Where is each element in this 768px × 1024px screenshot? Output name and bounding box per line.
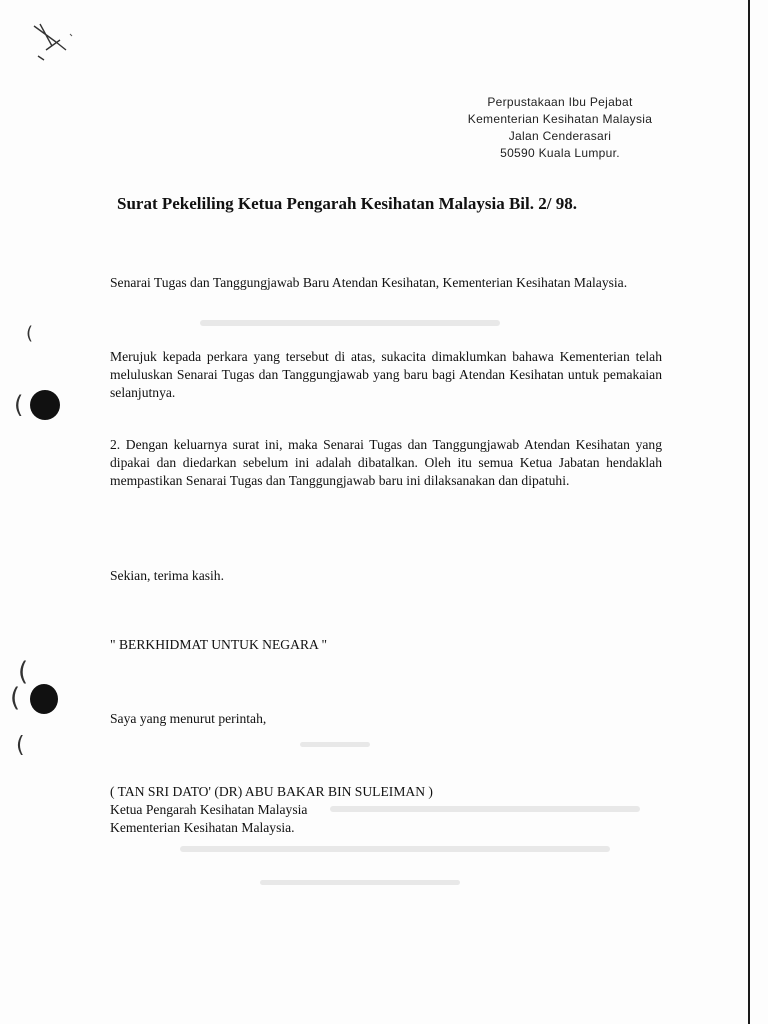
body-paragraph-2: 2. Dengan keluarnya surat ini, maka Senarai Tugas dan Tanggungjawab Atendan Kesihatan yang dipakai dan diedarkan sebelum ini adalah dibatalkan. Oleh itu semua Ketua Jabatan hendaklah mempastikan Senarai Tugas dan Tanggungjawab baru ini dilaksanakan dan dipatuhi. <box>110 437 662 488</box>
subject-paragraph: Senarai Tugas dan Tanggungjawab Baru Atendan Kesihatan, Kementerian Kesihatan Malaysia. <box>110 275 628 290</box>
corner-scratch-mark <box>26 20 86 70</box>
signatory-name: ( TAN SRI DATO' (DR) ABU BAKAR BIN SULEIMAN ) <box>110 784 433 799</box>
scan-smudge <box>330 806 640 812</box>
motto-line: " BERKHIDMAT UNTUK NEGARA " <box>110 637 328 652</box>
signatory-ministry: Kementerian Kesihatan Malaysia. <box>110 820 295 835</box>
margin-bracket: ( <box>18 657 29 687</box>
address-line-3: Jalan Cenderasari <box>508 129 612 143</box>
address-line-2: Kementerian Kesihatan Malaysia <box>467 112 653 126</box>
margin-bracket: ( <box>14 391 24 419</box>
margin-bracket: ( <box>16 733 25 758</box>
circular-title: Surat Pekeliling Ketua Pengarah Kesihatan Malaysia Bil. 2/ 98. <box>117 194 577 213</box>
address-line-1: Perpustakaan Ibu Pejabat <box>487 95 633 109</box>
body-paragraph-1: Merujuk kepada perkara yang tersebut di atas, sukacita dimaklumkan bahawa Kementerian telah meluluskan Senarai Tugas dan Tanggungjawab yang baru bagi Atendan Kesihatan untuk pemakaian selanjutnya. <box>110 349 662 400</box>
scan-smudge <box>260 880 460 885</box>
scan-smudge <box>180 846 610 852</box>
signatory-position: Ketua Pengarah Kesihatan Malaysia <box>110 802 308 817</box>
scan-smudge <box>300 742 370 747</box>
sender-address <box>440 94 680 162</box>
address-line-4: 50590 Kuala Lumpur. <box>500 146 620 160</box>
closing-line: Sekian, terima kasih. <box>110 568 225 583</box>
scan-edge-line <box>748 0 750 1024</box>
regards-line: Saya yang menurut perintah, <box>110 711 267 726</box>
margin-bracket: ( <box>10 683 21 713</box>
punch-hole <box>30 684 58 714</box>
punch-hole <box>30 390 60 420</box>
margin-bracket: ( <box>26 323 34 344</box>
scan-smudge <box>200 320 500 326</box>
